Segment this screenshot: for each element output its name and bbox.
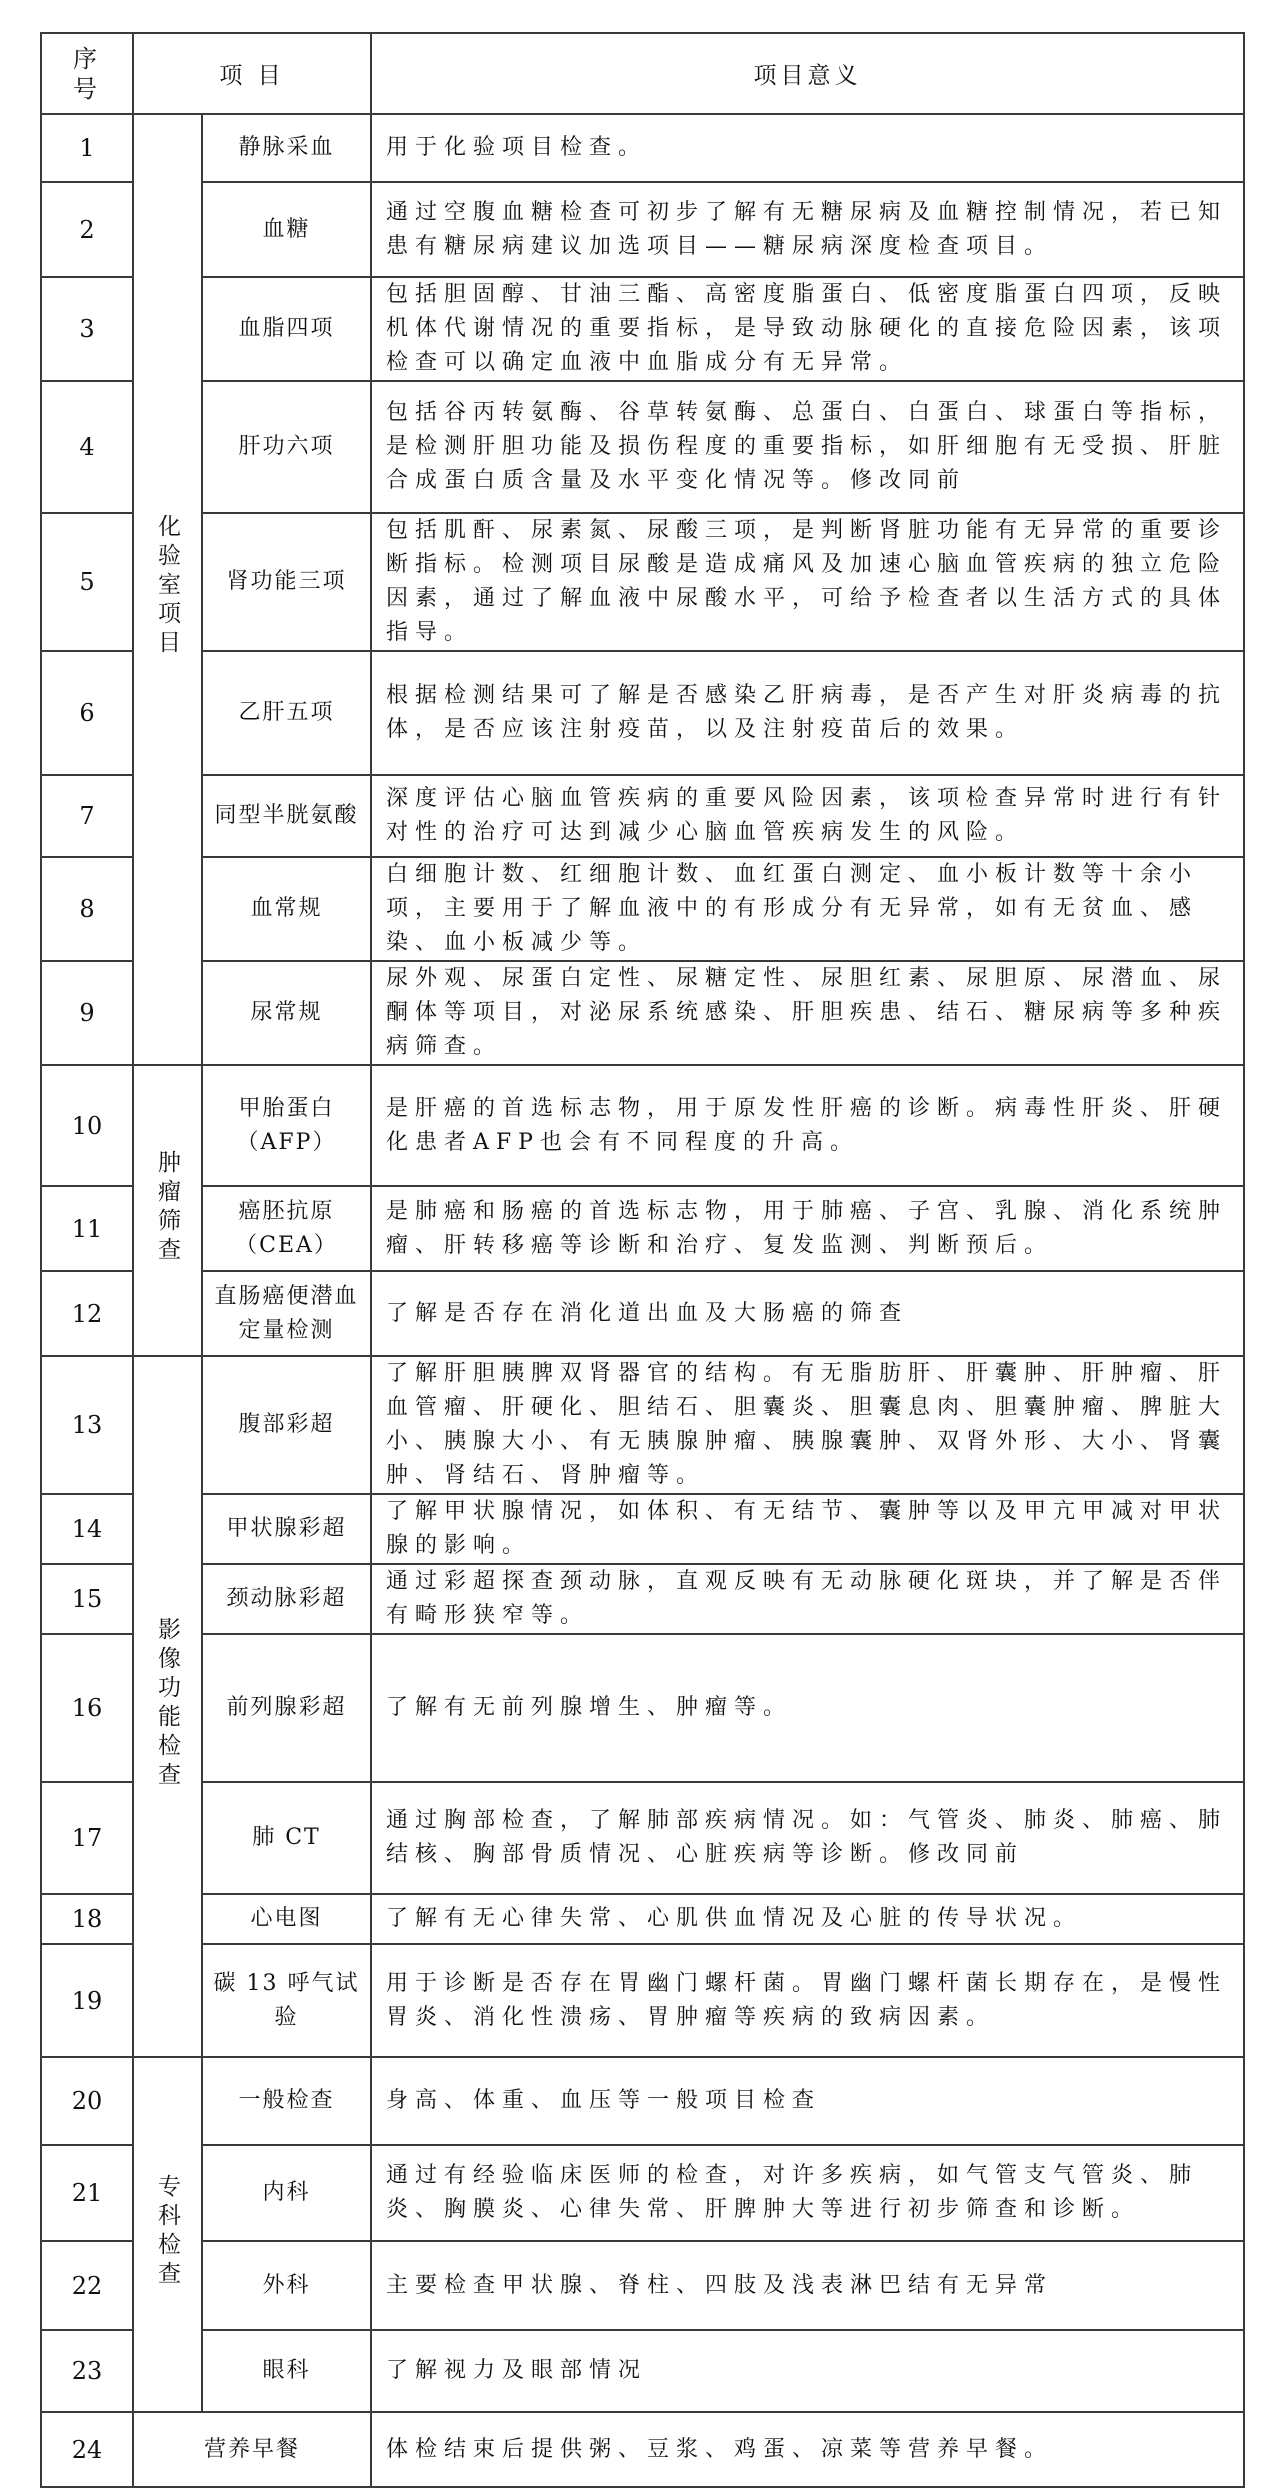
- header-meaning: 项目意义: [371, 33, 1244, 114]
- table-row: [41, 1894, 1244, 1944]
- item-description: 通过彩超探查颈动脉，直观反映有无动脉硬化斑块，并了解是否伴有畸形狭窄等。: [371, 1564, 1244, 1634]
- category-special: [133, 2057, 202, 2412]
- item-name: 癌胚抗原（CEA）: [202, 1186, 371, 1271]
- item-name: 尿常规: [202, 961, 371, 1065]
- item-name: 血糖: [202, 182, 371, 277]
- table-row: [41, 651, 1244, 775]
- category-imaging: [133, 1356, 202, 2057]
- item-description: 了解有无前列腺增生、肿瘤等。: [371, 1634, 1244, 1782]
- item-description: 了解有无心律失常、心肌供血情况及心脏的传导状况。: [371, 1894, 1244, 1944]
- row-number: 2: [41, 182, 133, 277]
- item-description: 白细胞计数、红细胞计数、血红蛋白测定、血小板计数等十余小项，主要用于了解血液中的有形成分有无异常，如有无贫血、感染、血小板减少等。: [371, 857, 1244, 961]
- category-label: 影像功能检查: [154, 1616, 180, 1791]
- table-row: [41, 857, 1244, 961]
- item-description: 是肝癌的首选标志物，用于原发性肝癌的诊断。病毒性肝炎、肝硬化患者AFP也会有不同程度的升高。: [371, 1065, 1244, 1186]
- item-name: 血脂四项: [202, 277, 371, 381]
- item-description: 了解肝胆胰脾双肾器官的结构。有无脂肪肝、肝囊肿、肝肿瘤、肝血管瘤、肝硬化、胆结石、胆囊炎、胆囊息肉、胆囊肿瘤、脾脏大小、胰腺大小、有无胰腺肿瘤、胰腺囊肿、双肾外形、大小、肾囊肿、肾结石、肾肿瘤等。: [371, 1356, 1244, 1494]
- table-row: [41, 1065, 1244, 1186]
- row-number: 9: [41, 961, 133, 1065]
- table-row: [41, 1782, 1244, 1894]
- table-row: [41, 277, 1244, 381]
- item-description: 了解视力及眼部情况: [371, 2330, 1244, 2412]
- header-number-bottom: 号: [73, 74, 101, 103]
- item-description: 是肺癌和肠癌的首选标志物，用于肺癌、子宫、乳腺、消化系统肿瘤、肝转移癌等诊断和治疗、复发监测、判断预后。: [371, 1186, 1244, 1271]
- item-name: 直肠癌便潜血定量检测: [202, 1271, 371, 1356]
- table-row: [41, 1944, 1244, 2057]
- item-name: 肝功六项: [202, 381, 371, 513]
- item-name: 营养早餐: [133, 2412, 371, 2487]
- item-name: 甲状腺彩超: [202, 1494, 371, 1564]
- table-row: [41, 1564, 1244, 1634]
- table-row: [41, 2241, 1244, 2330]
- exam-items-table: [40, 32, 1245, 2488]
- item-name: 腹部彩超: [202, 1356, 371, 1494]
- item-description: 了解甲状腺情况，如体积、有无结节、囊肿等以及甲亢甲减对甲状腺的影响。: [371, 1494, 1244, 1564]
- item-name: 外科: [202, 2241, 371, 2330]
- item-description: 包括胆固醇、甘油三酯、高密度脂蛋白、低密度脂蛋白四项，反映机体代谢情况的重要指标，是导致动脉硬化的直接危险因素，该项检查可以确定血液中血脂成分有无异常。: [371, 277, 1244, 381]
- item-name: 静脉采血: [202, 114, 371, 182]
- item-description: 通过空腹血糖检查可初步了解有无糖尿病及血糖控制情况，若已知患有糖尿病建议加选项目——糖尿病深度检查项目。: [371, 182, 1244, 277]
- item-description: 通过有经验临床医师的检查，对许多疾病，如气管支气管炎、肺炎、胸膜炎、心律失常、肝脾肿大等进行初步筛查和诊断。: [371, 2145, 1244, 2241]
- table-row: [41, 1356, 1244, 1494]
- item-description: 尿外观、尿蛋白定性、尿糖定性、尿胆红素、尿胆原、尿潜血、尿酮体等项目，对泌尿系统感染、肝胆疾患、结石、糖尿病等多种疾病筛查。: [371, 961, 1244, 1065]
- item-description: 主要检查甲状腺、脊柱、四肢及浅表淋巴结有无异常: [371, 2241, 1244, 2330]
- row-number: 4: [41, 381, 133, 513]
- row-number: 6: [41, 651, 133, 775]
- row-number: 8: [41, 857, 133, 961]
- item-description: 包括谷丙转氨酶、谷草转氨酶、总蛋白、白蛋白、球蛋白等指标，是检测肝胆功能及损伤程度的重要指标，如肝细胞有无受损、肝脏合成蛋白质含量及水平变化情况等。修改同前: [371, 381, 1244, 513]
- row-number: 1: [41, 114, 133, 182]
- row-number: 19: [41, 1944, 133, 2057]
- header-item: 项 目: [133, 33, 371, 114]
- header-number: [41, 33, 133, 114]
- row-number: 7: [41, 775, 133, 857]
- item-name: 乙肝五项: [202, 651, 371, 775]
- row-number: 12: [41, 1271, 133, 1356]
- item-description: 包括肌酐、尿素氮、尿酸三项，是判断肾脏功能有无异常的重要诊断指标。检测项目尿酸是造成痛风及加速心脑血管疾病的独立危险因素，通过了解血液中尿酸水平，可给予检查者以生活方式的具体指导。: [371, 513, 1244, 651]
- item-name: 心电图: [202, 1894, 371, 1944]
- item-name: 同型半胱氨酸: [202, 775, 371, 857]
- row-number: 13: [41, 1356, 133, 1494]
- table-header-row: [41, 33, 1244, 114]
- row-number: 23: [41, 2330, 133, 2412]
- table-row: [41, 182, 1244, 277]
- row-number: 5: [41, 513, 133, 651]
- row-number: 20: [41, 2057, 133, 2145]
- row-number: 3: [41, 277, 133, 381]
- item-name: 肺 CT: [202, 1782, 371, 1894]
- item-description: 用于化验项目检查。: [371, 114, 1244, 182]
- table-row: [41, 961, 1244, 1065]
- item-name: 碳 13 呼气试验: [202, 1944, 371, 2057]
- item-description: 体检结束后提供粥、豆浆、鸡蛋、凉菜等营养早餐。: [371, 2412, 1244, 2487]
- category-label: 专科检查: [154, 2173, 180, 2290]
- item-name: 内科: [202, 2145, 371, 2241]
- header-number-top: 序: [73, 44, 101, 73]
- row-number: 21: [41, 2145, 133, 2241]
- category-label: 肿瘤筛查: [154, 1149, 180, 1266]
- table-row: [41, 381, 1244, 513]
- item-description: 通过胸部检查，了解肺部疾病情况。如：气管炎、肺炎、肺癌、肺结核、胸部骨质情况、心脏疾病等诊断。修改同前: [371, 1782, 1244, 1894]
- row-number: 16: [41, 1634, 133, 1782]
- table-row: [41, 513, 1244, 651]
- row-number: 15: [41, 1564, 133, 1634]
- row-number: 17: [41, 1782, 133, 1894]
- table-row: [41, 2330, 1244, 2412]
- item-description: 深度评估心脑血管疾病的重要风险因素，该项检查异常时进行有针对性的治疗可达到减少心脑血管疾病发生的风险。: [371, 775, 1244, 857]
- row-number: 22: [41, 2241, 133, 2330]
- item-name: 眼科: [202, 2330, 371, 2412]
- category-tumor: [133, 1065, 202, 1356]
- table-row: [41, 775, 1244, 857]
- table-row: [41, 114, 1244, 182]
- item-name: 一般检查: [202, 2057, 371, 2145]
- category-lab: [133, 114, 202, 1065]
- item-name: 肾功能三项: [202, 513, 371, 651]
- row-number: 24: [41, 2412, 133, 2487]
- item-name: 前列腺彩超: [202, 1634, 371, 1782]
- item-name: 甲胎蛋白（AFP）: [202, 1065, 371, 1186]
- table-row: [41, 1271, 1244, 1356]
- item-description: 根据检测结果可了解是否感染乙肝病毒，是否产生对肝炎病毒的抗体，是否应该注射疫苗，以及注射疫苗后的效果。: [371, 651, 1244, 775]
- table-row: [41, 1186, 1244, 1271]
- table-row: [41, 2145, 1244, 2241]
- table-row: [41, 2412, 1244, 2487]
- item-description: 身高、体重、血压等一般项目检查: [371, 2057, 1244, 2145]
- row-number: 10: [41, 1065, 133, 1186]
- category-label: 化验室项目: [154, 514, 180, 659]
- item-description: 了解是否存在消化道出血及大肠癌的筛查: [371, 1271, 1244, 1356]
- row-number: 14: [41, 1494, 133, 1564]
- table-row: [41, 1634, 1244, 1782]
- row-number: 18: [41, 1894, 133, 1944]
- item-name: 颈动脉彩超: [202, 1564, 371, 1634]
- row-number: 11: [41, 1186, 133, 1271]
- item-name: 血常规: [202, 857, 371, 961]
- table-row: [41, 2057, 1244, 2145]
- table-row: [41, 1494, 1244, 1564]
- item-description: 用于诊断是否存在胃幽门螺杆菌。胃幽门螺杆菌长期存在，是慢性胃炎、消化性溃疡、胃肿瘤等疾病的致病因素。: [371, 1944, 1244, 2057]
